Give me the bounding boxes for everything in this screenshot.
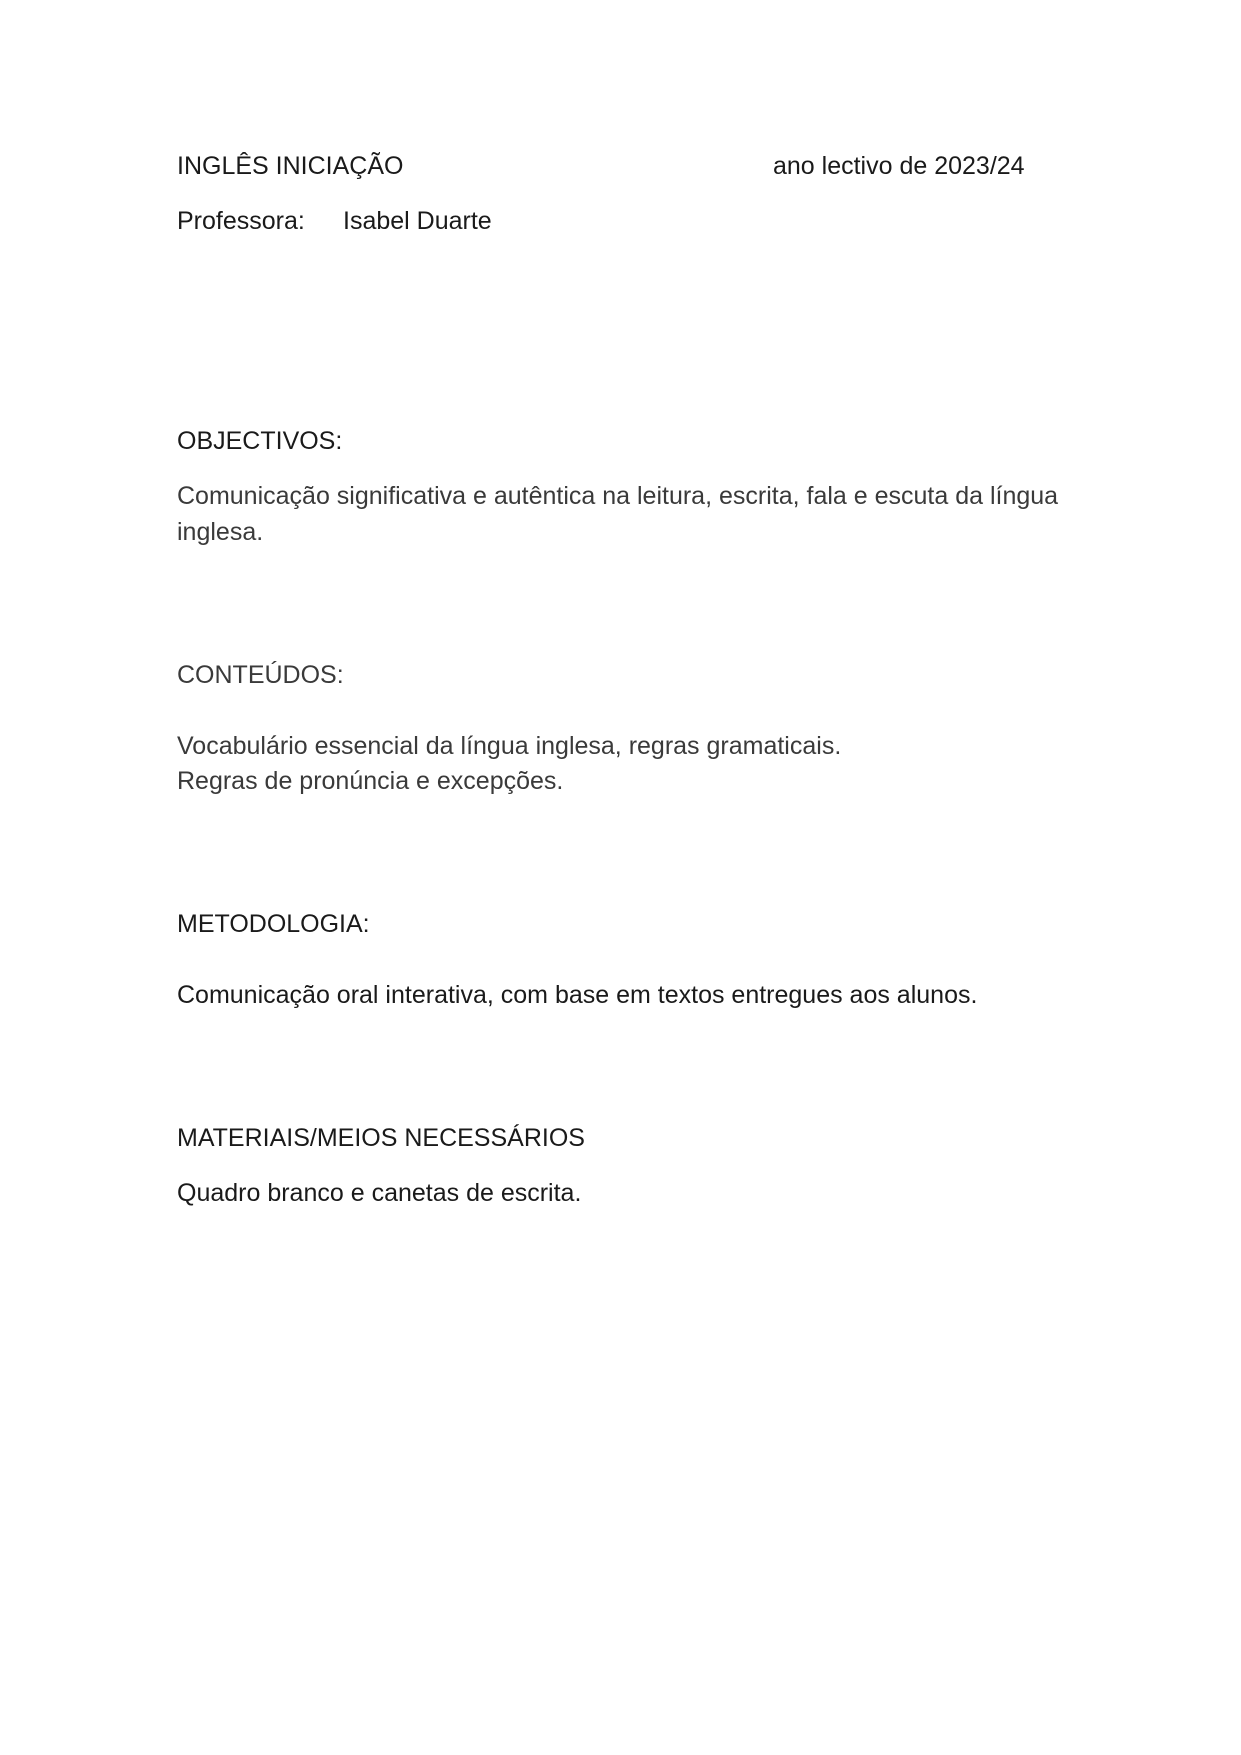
materials-heading: MATERIAIS/MEIOS NECESSÁRIOS [177, 1124, 585, 1152]
contents-heading: CONTEÚDOS: [177, 661, 344, 689]
materials-text: Quadro branco e canetas de escrita. [177, 1179, 582, 1207]
contents-text-line2: Regras de pronúncia e excepções. [177, 767, 564, 795]
contents-text-line1: Vocabulário essencial da língua inglesa, regras gramaticais. [177, 732, 842, 760]
teacher-label: Professora: [177, 207, 305, 235]
teacher-name: Isabel Duarte [343, 207, 492, 235]
objectives-text: Comunicação significativa e autêntica na leitura, escrita, fala e escuta da língua inglesa. [177, 482, 1059, 546]
methodology-heading: METODOLOGIA: [177, 910, 370, 938]
objectives-heading: OBJECTIVOS: [177, 427, 343, 455]
course-title: INGLÊS INICIAÇÃO [177, 152, 404, 180]
methodology-text: Comunicação oral interativa, com base em textos entregues aos alunos. [177, 981, 978, 1009]
school-year: ano lectivo de 2023/24 [773, 152, 1025, 180]
